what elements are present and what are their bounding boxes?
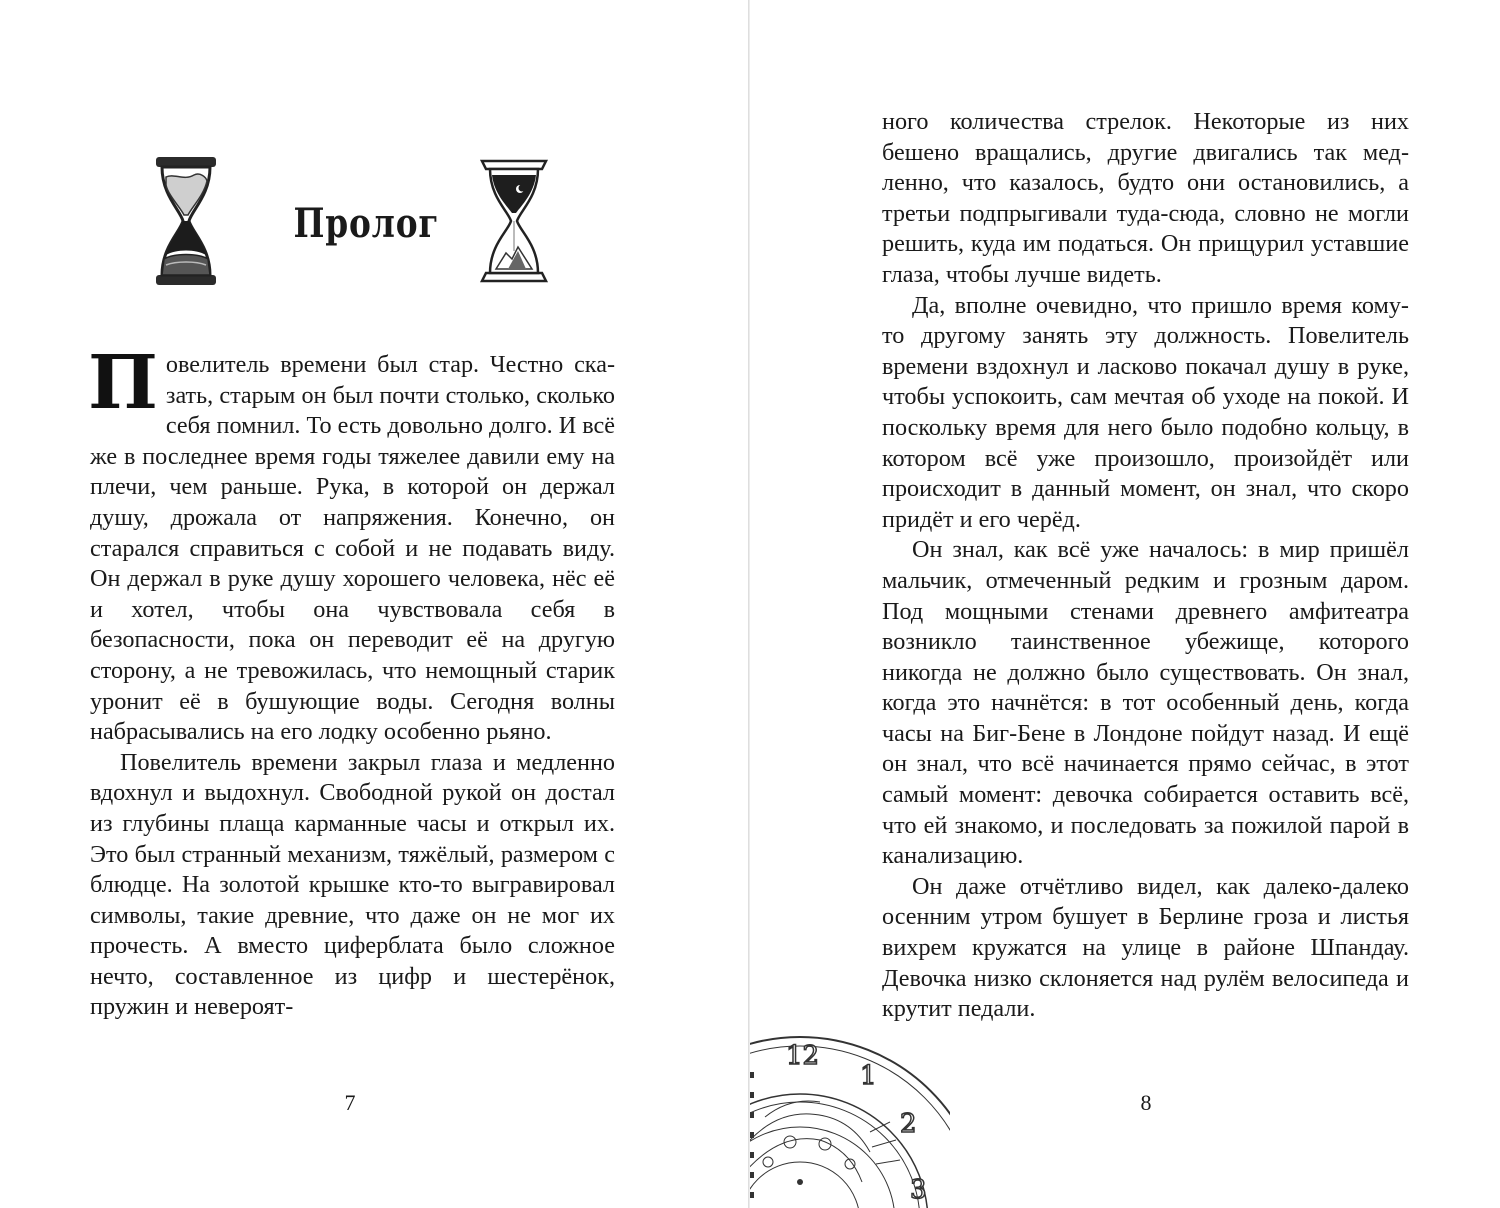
- paragraph: [88, 340, 615, 748]
- clock-numeral: 2: [900, 1109, 917, 1139]
- paragraph: [882, 872, 1409, 1025]
- left-page: [0, 0, 748, 1208]
- right-page: [750, 0, 1500, 1208]
- paragraph: [90, 748, 615, 1023]
- paragraph-text: Повелитель времени закрыл глаза и медленно вдохнул и выдохнул. Свободной рукой он достал из глубины плаща карманные часы и открыл их. Это был странный механизм, тяжёлый, размером с блюдце. На золотой крышке кто-то выгравировал символы, такие древние, что даже он не мог их прочесть. А вместо циферблата было сложное нечто, составленное из цифр и шестерёнок, пружин и невероят-: [90, 748, 615, 1021]
- paragraph-text: ного количества стрелок. Некоторые из них бешено вращались, другие двигались так медленно, что казалось, будто они остановились, а третьи подпрыгивали туда-сюда, словно не могли решить, куда им податься. Он прищурил уставшие глаза, чтобы лучше видеть.: [882, 108, 1409, 288]
- paragraph-text: Да, вполне очевидно, что пришло время кому-то другому занять эту должность. Повелитель времени вздохнул и ласково покачал душу в руке, чтобы успокоить, сам мечтая об уходе на покой. И поскольку время для него было подобно кольцу, в котором всё уже произошло, произойдёт или происходит в данный момент, он знал, что скоро придёт и его черёд.: [882, 291, 1409, 533]
- chapter-header: [145, 150, 555, 290]
- paragraph-text: Он знал, как всё уже началось: в мир пришёл мальчик, отмеченный редким и грозным даром. Под мощными стенами древнего амфитеатра возникло таинственное убежище, которого никогда не должно было существовать. Он знал, когда это начнётся: в тот особенный день, когда часы на Биг-Бене в Лондоне пойдут назад. И ещё он знал, что всё начинается прямо сейчас, в этот самый момент: девочка собирается оставить всё, что ей знакомо, и последовать за пожилой парой в канализацию.: [882, 536, 1409, 870]
- left-page-text: [88, 340, 615, 1023]
- paragraph: [882, 535, 1409, 872]
- page-number: 7: [344, 1090, 356, 1115]
- clock-numeral: 1: [860, 1061, 877, 1091]
- paragraph: [882, 291, 1409, 536]
- page-number: 8: [1140, 1090, 1152, 1115]
- paragraph-text: овелитель времени был стар. Честно сказать, старым он был почти столько, сколько себя помнил. То есть довольно долго. И всё же в последнее время годы тяжелее давили ему на плечи, чем раньше. Рука, в которой он держал душу, дрожала от напряжения. Конечно, он старался справиться с собой и не подавать виду. Он держал в руке душу хорошего человека, нёс её и хотел, чтобы она чувствовала себя в безопасности, пока он переводит её на другую сторону, а не тревожилась, что немощный старик уронит её в бушующие воды. Сегодня волны набрасывались на его лодку особенно рьяно.: [90, 351, 615, 746]
- hourglass-icon: [478, 155, 550, 287]
- clock-numeral: 12: [786, 1041, 820, 1071]
- chapter-title: Пролог: [293, 200, 440, 247]
- right-page-text: [882, 107, 1409, 1025]
- hourglass-icon: [150, 155, 222, 287]
- clock-numeral: 3: [910, 1175, 927, 1205]
- paragraph: [882, 107, 1409, 291]
- paragraph-text: Он даже отчётливо видел, как далеко-далеко осенним утром бушует в Берлине гроза и листья вихрем кружатся на улице в районе Шпандау. Девочка низко склоняется над рулём велосипеда и крутит педали.: [882, 872, 1409, 1023]
- clock-face-icon: [750, 1032, 950, 1208]
- drop-cap: П: [88, 340, 158, 426]
